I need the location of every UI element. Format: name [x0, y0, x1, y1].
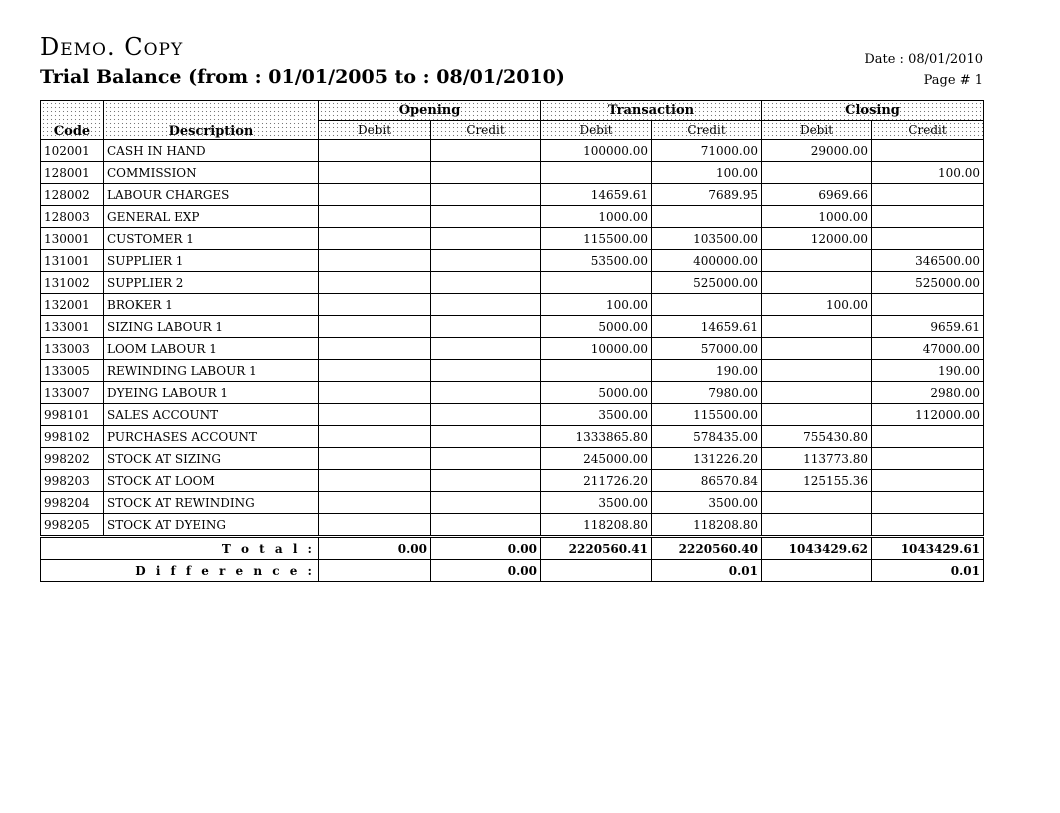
table-row — [41, 492, 984, 514]
cell-closing-debit: 6969.66 — [762, 184, 872, 206]
cell-opening-credit — [431, 184, 541, 206]
table-row — [41, 206, 984, 228]
cell-transaction-debit: 53500.00 — [541, 250, 652, 272]
cell-closing-debit — [762, 162, 872, 184]
cell-closing-debit — [762, 316, 872, 338]
cell-opening-debit — [319, 492, 431, 514]
difference-opening-debit — [319, 560, 431, 582]
cell-code: 998205 — [41, 514, 104, 537]
total-opening-debit: 0.00 — [319, 537, 431, 560]
header-opening-debit: Debit — [319, 121, 431, 140]
cell-closing-credit: 9659.61 — [872, 316, 984, 338]
cell-code: 998102 — [41, 426, 104, 448]
cell-closing-credit — [872, 426, 984, 448]
total-closing-credit: 1043429.61 — [872, 537, 984, 560]
cell-transaction-credit: 3500.00 — [652, 492, 762, 514]
cell-closing-credit — [872, 140, 984, 162]
cell-opening-debit — [319, 514, 431, 537]
cell-code: 128001 — [41, 162, 104, 184]
cell-opening-credit — [431, 294, 541, 316]
difference-transaction-debit — [541, 560, 652, 582]
header-closing-credit: Credit — [872, 121, 984, 140]
cell-transaction-credit — [652, 206, 762, 228]
header-transaction: Transaction — [541, 101, 762, 121]
cell-opening-credit — [431, 272, 541, 294]
cell-transaction-credit: 7980.00 — [652, 382, 762, 404]
cell-closing-credit: 112000.00 — [872, 404, 984, 426]
table-row — [41, 470, 984, 492]
cell-opening-credit — [431, 316, 541, 338]
cell-description: LOOM LABOUR 1 — [104, 338, 319, 360]
cell-closing-debit: 29000.00 — [762, 140, 872, 162]
cell-description: SALES ACCOUNT — [104, 404, 319, 426]
cell-opening-credit — [431, 228, 541, 250]
cell-opening-debit — [319, 272, 431, 294]
cell-opening-credit — [431, 382, 541, 404]
cell-transaction-credit: 86570.84 — [652, 470, 762, 492]
cell-code: 128003 — [41, 206, 104, 228]
header-transaction-debit: Debit — [541, 121, 652, 140]
cell-transaction-credit: 118208.80 — [652, 514, 762, 537]
cell-closing-credit — [872, 228, 984, 250]
cell-closing-debit — [762, 272, 872, 294]
trial-balance-table — [40, 100, 984, 582]
cell-transaction-credit: 103500.00 — [652, 228, 762, 250]
total-transaction-debit: 2220560.41 — [541, 537, 652, 560]
cell-transaction-debit: 5000.00 — [541, 382, 652, 404]
table-row — [41, 228, 984, 250]
total-closing-debit: 1043429.62 — [762, 537, 872, 560]
cell-opening-debit — [319, 382, 431, 404]
cell-code: 102001 — [41, 140, 104, 162]
cell-opening-debit — [319, 448, 431, 470]
cell-opening-credit — [431, 426, 541, 448]
cell-transaction-debit: 100.00 — [541, 294, 652, 316]
cell-description: DYEING LABOUR 1 — [104, 382, 319, 404]
cell-transaction-debit: 1333865.80 — [541, 426, 652, 448]
table-row — [41, 338, 984, 360]
cell-code: 998204 — [41, 492, 104, 514]
cell-transaction-debit: 245000.00 — [541, 448, 652, 470]
report-title: Trial Balance (from : 01/01/2005 to : 08/01/2010) — [40, 66, 565, 88]
cell-closing-credit — [872, 470, 984, 492]
cell-opening-debit — [319, 404, 431, 426]
cell-closing-debit: 113773.80 — [762, 448, 872, 470]
table-row — [41, 382, 984, 404]
difference-label: D i f f e r e n c e : — [41, 560, 319, 582]
cell-transaction-credit: 115500.00 — [652, 404, 762, 426]
cell-closing-credit — [872, 206, 984, 228]
cell-opening-credit — [431, 448, 541, 470]
cell-description: SUPPLIER 1 — [104, 250, 319, 272]
cell-transaction-debit: 3500.00 — [541, 404, 652, 426]
cell-transaction-debit: 118208.80 — [541, 514, 652, 537]
cell-transaction-debit — [541, 162, 652, 184]
cell-description: BROKER 1 — [104, 294, 319, 316]
cell-opening-credit — [431, 514, 541, 537]
cell-closing-credit: 525000.00 — [872, 272, 984, 294]
total-opening-credit: 0.00 — [431, 537, 541, 560]
cell-opening-credit — [431, 492, 541, 514]
cell-description: COMMISSION — [104, 162, 319, 184]
cell-opening-debit — [319, 206, 431, 228]
cell-code: 133007 — [41, 382, 104, 404]
cell-closing-credit: 2980.00 — [872, 382, 984, 404]
cell-opening-credit — [431, 360, 541, 382]
table-row — [41, 316, 984, 338]
cell-opening-debit — [319, 294, 431, 316]
cell-closing-debit — [762, 382, 872, 404]
table-row — [41, 514, 984, 537]
cell-closing-debit — [762, 404, 872, 426]
cell-opening-credit — [431, 338, 541, 360]
cell-opening-debit — [319, 162, 431, 184]
total-transaction-credit: 2220560.40 — [652, 537, 762, 560]
cell-code: 133001 — [41, 316, 104, 338]
cell-closing-debit: 125155.36 — [762, 470, 872, 492]
table-row — [41, 140, 984, 162]
table-row — [41, 448, 984, 470]
cell-transaction-credit: 131226.20 — [652, 448, 762, 470]
cell-transaction-credit: 100.00 — [652, 162, 762, 184]
cell-description: STOCK AT REWINDING — [104, 492, 319, 514]
difference-transaction-credit: 0.01 — [652, 560, 762, 582]
table-row — [41, 294, 984, 316]
cell-transaction-debit: 115500.00 — [541, 228, 652, 250]
cell-closing-credit — [872, 294, 984, 316]
cell-code: 132001 — [41, 294, 104, 316]
page-number: Page # 1 — [923, 73, 983, 88]
cell-opening-debit — [319, 338, 431, 360]
cell-description: STOCK AT DYEING — [104, 514, 319, 537]
cell-closing-debit: 12000.00 — [762, 228, 872, 250]
cell-opening-credit — [431, 250, 541, 272]
table-row — [41, 250, 984, 272]
cell-transaction-debit — [541, 272, 652, 294]
header-closing-debit: Debit — [762, 121, 872, 140]
cell-transaction-credit: 7689.95 — [652, 184, 762, 206]
cell-closing-debit: 755430.80 — [762, 426, 872, 448]
cell-transaction-debit: 3500.00 — [541, 492, 652, 514]
company-name: Demo. Copy — [40, 33, 184, 61]
cell-closing-debit — [762, 338, 872, 360]
cell-closing-debit — [762, 360, 872, 382]
cell-closing-credit — [872, 448, 984, 470]
cell-code: 133005 — [41, 360, 104, 382]
cell-transaction-debit: 1000.00 — [541, 206, 652, 228]
cell-closing-credit — [872, 514, 984, 537]
cell-closing-credit: 47000.00 — [872, 338, 984, 360]
cell-transaction-debit: 14659.61 — [541, 184, 652, 206]
cell-opening-credit — [431, 206, 541, 228]
cell-opening-debit — [319, 140, 431, 162]
cell-closing-debit — [762, 492, 872, 514]
cell-description: STOCK AT LOOM — [104, 470, 319, 492]
cell-transaction-credit: 578435.00 — [652, 426, 762, 448]
table-row — [41, 184, 984, 206]
cell-opening-credit — [431, 470, 541, 492]
cell-opening-debit — [319, 184, 431, 206]
cell-opening-debit — [319, 470, 431, 492]
difference-closing-credit: 0.01 — [872, 560, 984, 582]
cell-closing-credit: 346500.00 — [872, 250, 984, 272]
cell-description: CASH IN HAND — [104, 140, 319, 162]
cell-description: SIZING LABOUR 1 — [104, 316, 319, 338]
cell-closing-debit: 1000.00 — [762, 206, 872, 228]
cell-transaction-debit: 5000.00 — [541, 316, 652, 338]
cell-transaction-credit: 71000.00 — [652, 140, 762, 162]
cell-code: 998101 — [41, 404, 104, 426]
cell-code: 131001 — [41, 250, 104, 272]
cell-description: STOCK AT SIZING — [104, 448, 319, 470]
report-date: Date : 08/01/2010 — [864, 52, 983, 67]
cell-code: 131002 — [41, 272, 104, 294]
cell-transaction-debit: 10000.00 — [541, 338, 652, 360]
difference-opening-credit: 0.00 — [431, 560, 541, 582]
header-description: Description — [104, 101, 319, 140]
cell-transaction-credit: 525000.00 — [652, 272, 762, 294]
cell-closing-debit — [762, 250, 872, 272]
table-row — [41, 360, 984, 382]
cell-opening-debit — [319, 228, 431, 250]
cell-description: GENERAL EXP — [104, 206, 319, 228]
cell-code: 133003 — [41, 338, 104, 360]
cell-opening-debit — [319, 316, 431, 338]
cell-transaction-credit — [652, 294, 762, 316]
table-body — [41, 140, 984, 537]
cell-description: PURCHASES ACCOUNT — [104, 426, 319, 448]
cell-opening-debit — [319, 426, 431, 448]
difference-row — [41, 560, 984, 582]
cell-closing-credit: 190.00 — [872, 360, 984, 382]
cell-description: LABOUR CHARGES — [104, 184, 319, 206]
cell-transaction-debit: 100000.00 — [541, 140, 652, 162]
cell-opening-credit — [431, 162, 541, 184]
cell-closing-credit — [872, 492, 984, 514]
cell-transaction-debit — [541, 360, 652, 382]
cell-transaction-credit: 400000.00 — [652, 250, 762, 272]
header-transaction-credit: Credit — [652, 121, 762, 140]
header-opening-credit: Credit — [431, 121, 541, 140]
cell-code: 128002 — [41, 184, 104, 206]
difference-closing-debit — [762, 560, 872, 582]
cell-closing-debit — [762, 514, 872, 537]
cell-opening-credit — [431, 404, 541, 426]
cell-transaction-credit: 57000.00 — [652, 338, 762, 360]
header-opening: Opening — [319, 101, 541, 121]
header-code: Code — [41, 101, 104, 140]
cell-code: 998202 — [41, 448, 104, 470]
table-row — [41, 426, 984, 448]
cell-transaction-credit: 14659.61 — [652, 316, 762, 338]
cell-transaction-debit: 211726.20 — [541, 470, 652, 492]
cell-opening-credit — [431, 140, 541, 162]
cell-code: 998203 — [41, 470, 104, 492]
cell-opening-debit — [319, 250, 431, 272]
cell-opening-debit — [319, 360, 431, 382]
total-label: T o t a l : — [41, 537, 319, 560]
cell-transaction-credit: 190.00 — [652, 360, 762, 382]
cell-description: SUPPLIER 2 — [104, 272, 319, 294]
header-closing: Closing — [762, 101, 984, 121]
cell-closing-credit — [872, 184, 984, 206]
cell-description: CUSTOMER 1 — [104, 228, 319, 250]
table-row — [41, 162, 984, 184]
cell-closing-credit: 100.00 — [872, 162, 984, 184]
table-row — [41, 272, 984, 294]
cell-description: REWINDING LABOUR 1 — [104, 360, 319, 382]
cell-code: 130001 — [41, 228, 104, 250]
total-row — [41, 537, 984, 560]
cell-closing-debit: 100.00 — [762, 294, 872, 316]
table-row — [41, 404, 984, 426]
